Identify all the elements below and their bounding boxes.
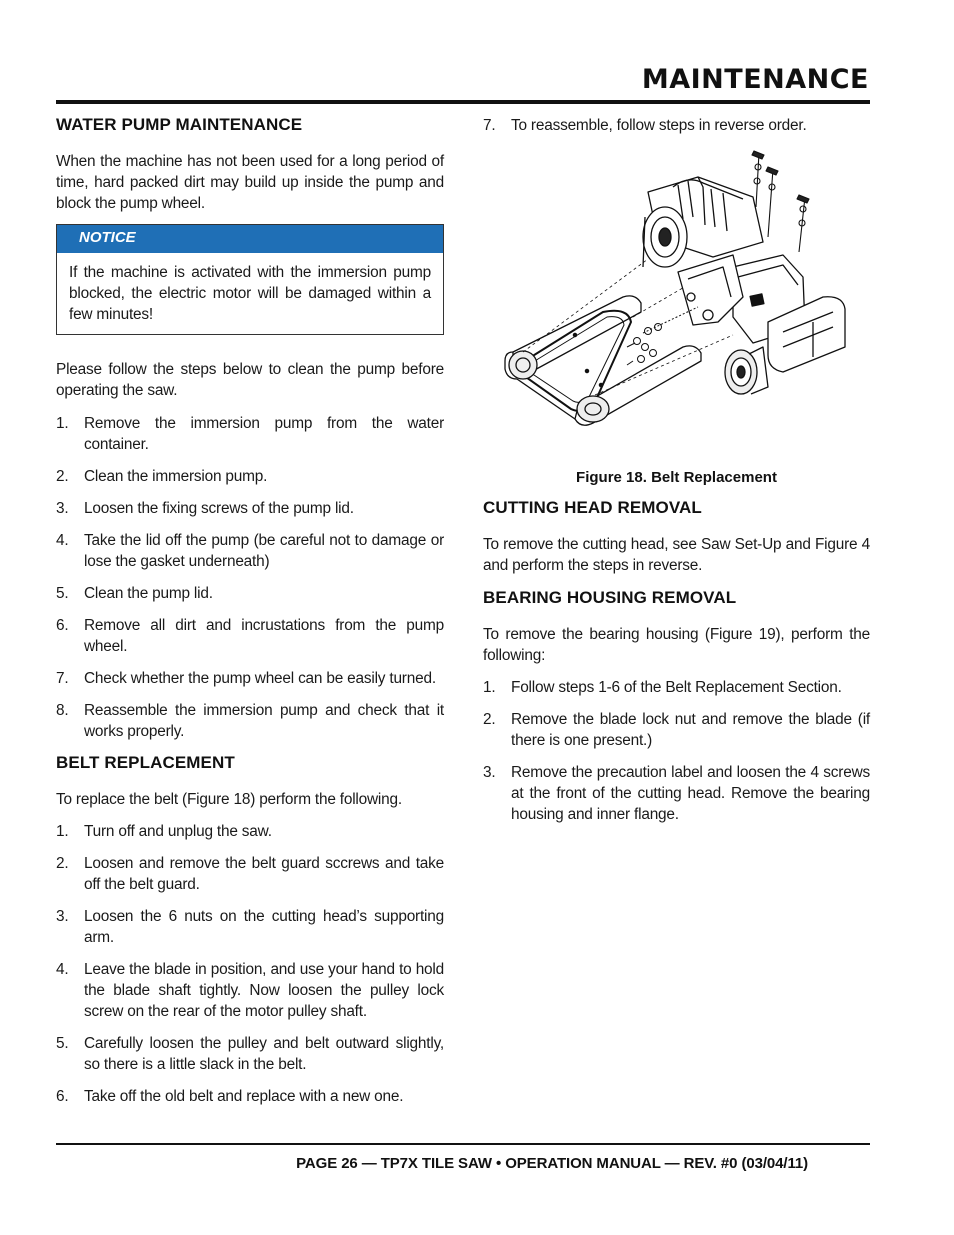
cutting-head-text: To remove the cutting head, see Saw Set-Up and Figure 4 and perform the steps in reverse. (483, 536, 870, 574)
notice-text: If the machine is activated with the immersion pump blocked, the electric motor will be damaged within a few minutes! (69, 264, 431, 323)
belt-replacement-heading: BELT REPLACEMENT (56, 753, 235, 772)
belt-replacement-figure (483, 147, 870, 465)
list-item: 7. Check whether the pump wheel can be easily turned. (56, 670, 436, 687)
list-item: 3. Remove the precaution label and loosen the 4 screws at the front of the cutting head. Remove the bearing housing and inner flange. (483, 764, 870, 823)
list-item: 8. Reassemble the immersion pump and check that it works properly. (56, 702, 444, 740)
figure-caption: Figure 18. Belt Replacement (576, 469, 777, 486)
list-item: 3. Loosen the 6 nuts on the cutting head’s supporting arm. (56, 908, 444, 946)
list-item: 3. Loosen the fixing screws of the pump lid. (56, 500, 354, 517)
header-rule (56, 100, 870, 104)
list-item: 1. Remove the immersion pump from the water container. (56, 415, 444, 453)
water-pump-lead: Please follow the steps below to clean the pump before operating the saw. (56, 361, 444, 399)
footer-rule (56, 1143, 870, 1145)
list-item: 2. Remove the blade lock nut and remove the blade (if there is one present.) (483, 711, 870, 749)
list-item: 1. Follow steps 1-6 of the Belt Replacement Section. (483, 679, 842, 696)
list-item: 2. Loosen and remove the belt guard sccrews and take off the belt guard. (56, 855, 444, 893)
water-pump-heading: WATER PUMP MAINTENANCE (56, 115, 303, 134)
notice-label: NOTICE (57, 225, 443, 253)
list-item: 6. Take off the old belt and replace with a new one. (56, 1088, 404, 1105)
notice-box (56, 224, 444, 335)
belt-step-continued (483, 115, 870, 136)
water-pump-steps (56, 413, 444, 742)
page-footer: PAGE 26 — TP7X TILE SAW • OPERATION MANUAL — REV. #0 (03/04/11) (296, 1155, 808, 1172)
list-item: 4. Take the lid off the pump (be careful not to damage or lose the gasket underneath) (56, 532, 444, 570)
bearing-intro: To remove the bearing housing (Figure 19), perform the following: (483, 626, 870, 664)
water-pump-intro: When the machine has not been used for a long period of time, hard packed dirt may build up inside the pump and block the pump wheel. (56, 153, 444, 212)
list-item: 5. Carefully loosen the pulley and belt outward slightly, so there is a little slack in the belt. (56, 1035, 444, 1073)
list-item: 6. Remove all dirt and incrustations from the pump wheel. (56, 617, 444, 655)
list-item: 1. Turn off and unplug the saw. (56, 823, 272, 840)
belt-replacement-illustration (483, 147, 870, 465)
belt-steps (56, 821, 444, 1107)
left-column (56, 110, 444, 1118)
right-column (483, 110, 870, 836)
bearing-steps (483, 677, 870, 825)
cutting-head-heading: CUTTING HEAD REMOVAL (483, 498, 702, 517)
list-item: 2. Clean the immersion pump. (56, 468, 268, 485)
belt-intro: To replace the belt (Figure 18) perform the following. (56, 791, 402, 808)
list-item: 4. Leave the blade in position, and use your hand to hold the blade shaft tightly. Now loosen the pulley lock screw on the rear of the motor pulley shaft. (56, 961, 444, 1020)
page-title: MAINTENANCE (641, 64, 869, 95)
bearing-housing-heading: BEARING HOUSING REMOVAL (483, 588, 737, 607)
list-item: 7. To reassemble, follow steps in reverse order. (483, 117, 807, 134)
list-item: 5. Clean the pump lid. (56, 585, 213, 602)
